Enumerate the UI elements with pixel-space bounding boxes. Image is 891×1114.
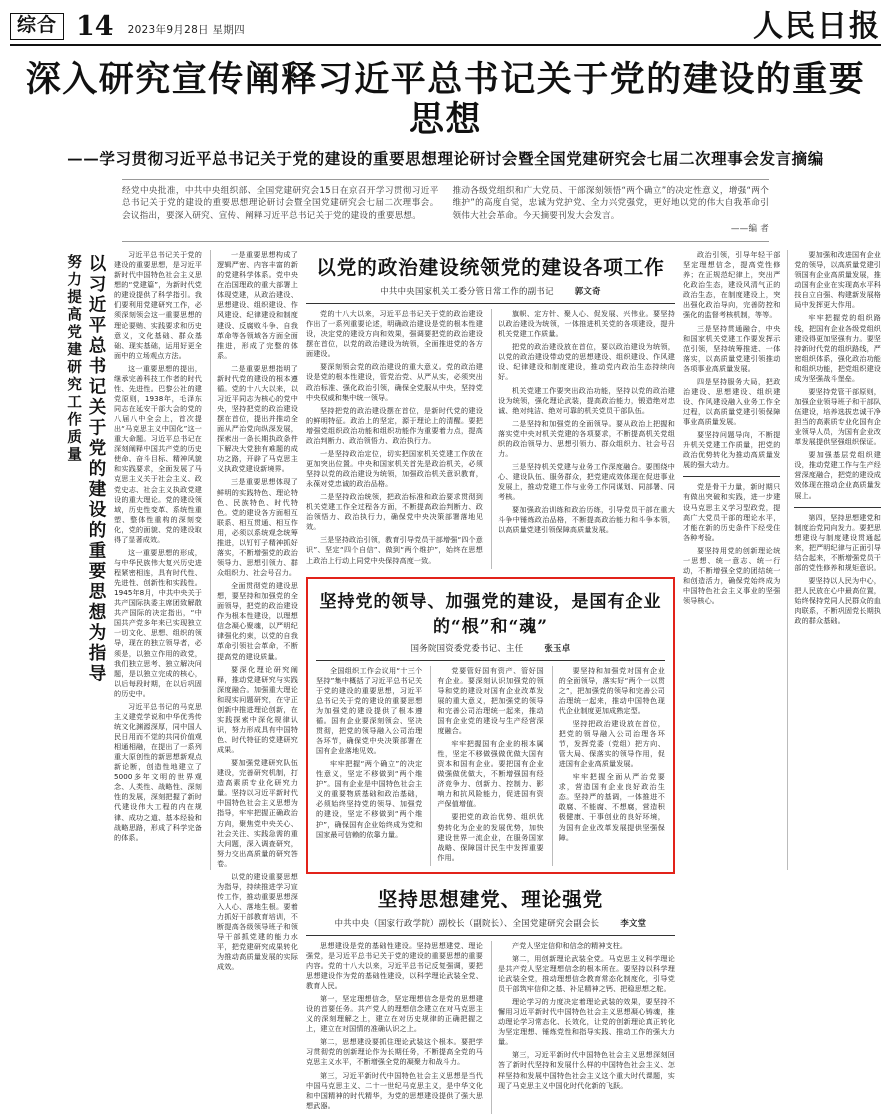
article-byline — [306, 917, 675, 929]
paragraph: 要深刻领会党的政治建设的重大意义。党的政治建设是党的根本性建设，管党治党、从严从实，必须突出政治标准、强化政治引领，确保全党服从中央，坚持党中央权威和集中统一领导。 — [306, 362, 483, 402]
paragraph: 三是坚持机关党建与业务工作深度融合。要围绕中心、建设队伍、服务群众，把党建成效体现在促进事业发展上，推动党建工作与业务工作同谋划、同部署、同考核。 — [498, 461, 675, 502]
paragraph: 牢牢把握党的组织路线，把国有企业各级党组织建设得更加坚强有力。要坚持新时代党的组织路线，严密组织体系，强化政治功能和组织功能，把党组织建设成为坚强战斗堡垒。 — [794, 313, 881, 383]
article-author: 郭文奇 — [574, 286, 601, 297]
paragraph: 全国组织工作会议用“十三个坚持”集中概括了习近平总书记关于党的建设的重要思想，习近平总书记关于党的建设的重要思想为加强党的建设提供了根本遵循。国有企业要深刻领会、坚决贯彻，把党的领导融入公司治理各环节，确保党中央决策部署在国有企业落地见效。 — [316, 665, 423, 756]
column-divider-rule — [794, 507, 881, 508]
paragraph: 要坚持问题导向，不断提升机关党建工作质量，把党的政治优势转化为推动高质量发展的强大动力。 — [683, 430, 781, 470]
body-grid — [10, 250, 881, 1110]
article-org: 中共中央（国家行政学院）副校长（副院长）、全国党建研究会副会长 — [334, 917, 600, 928]
paragraph: 第一，坚定理想信念，坚定理想信念是党的思想建设的首要任务。共产党人的理想信念建立在对马克思主义的深刻理解之上，建立在对历史规律的正确把握之上，建立在对国情的准确认识之上。 — [306, 994, 483, 1034]
paragraph: 坚持把党的政治建设摆在首位，是新时代党的建设的鲜明特征。政治上的坚定，源于理论上的清醒。要把增强党组织政治功能和组织功能作为重要着力点，提高政治判断力、政治领悟力、政治执行力。 — [306, 405, 483, 445]
article-ideology — [306, 882, 675, 1114]
vertical-title-line1: 以习近平总书记关于党的建设的重要思想为指导 — [86, 254, 106, 685]
paragraph: 这一重要思想的提出，继承完善科技工作者的时代性、先进性。巴黎公社的建党原则，1938年，毛泽东同志在延安干部大会的党的八届八中全会上，首次提出“马克思主义中国化”这一重大命题。习近平总书记在深刻阐释中国共产党的历史使命、奋斗目标、精神风貌和实践要求，全面发展了马克思主义关于社会主义、政党史志、社会主义执政党建设的重大理论。党的建设领域，历史性变革、系统性重塑、整体性重构的深刻变化，党的面貌、党的建设取得了显著成效。 — [114, 363, 202, 544]
article-body — [306, 303, 675, 569]
article-byline — [316, 642, 665, 654]
editors-note-right — [453, 185, 770, 237]
right-area — [683, 250, 881, 870]
paragraph: 要加强政治训练和政治历练，引导党员干部在重大斗争中锤炼政治品格，不断提高政治能力和斗争本领，以高质量党建引领保障高质量发展。 — [498, 505, 675, 535]
article-org: 中共中央国家机关工委分管日常工作的副书记 — [380, 286, 554, 297]
page-number: 14 — [76, 11, 114, 42]
middle-area — [306, 250, 675, 1110]
page-subtitle: ——学习贯彻习近平总书记关于党的建设的重要思想理论研讨会暨全国党建研究会七届二次理事会发言摘编 — [67, 148, 824, 168]
article-soe-highlighted — [306, 577, 675, 874]
paragraph: 要加强和改进国有企业党的领导，以高质量党建引领国有企业高质量发展，推动国有企业在实现高水平科技自立自强、构建新发展格局中发挥更大作用。 — [794, 250, 881, 310]
paragraph: 机关党建工作要突出政治功能，坚持以党的政治建设为统领，强化理论武装，提高政治能力，锻造绝对忠诚、绝对纯洁、绝对可靠的机关党员干部队伍。 — [498, 385, 675, 415]
paragraph: 三是重要思想体现了鲜明的实践特色、理论特色、民族特色、时代特色。党的建设各方面相互联系、相互贯通、相互作用，必须以系统观念统筹推进，以钉钉子精神抓好落实，不断增强党的政治领导力、思想引领力、群众组织力、社会号召力。 — [217, 477, 298, 577]
vertical-title-line2: 努力提高党建研究工作质量 — [65, 254, 83, 465]
paragraph: 习近平总书记的马克思主义建党学说和中华优秀传统文化渊源深厚，同中国人民日用而不觉的共同价值观相通相融，在提出了一系列重大原创性的新思想新观点新论断，创造性地建立了5000多年文明的世界观念、人类性、战略性、深刻性的发展，深刻把握了新时代建设伟大工程的内在规律、成功之道、基本经验和战略思路，形成了科学完备的体系。 — [114, 701, 202, 842]
paragraph: 要加强党建研究队伍建设，完善研究机制，打造高素质专业化研究力量。坚持以习近平新时代中国特色社会主义思想为指导，牢牢把握正确政治方向，聚焦党中央关心、社会关注、实践急需的重大问题，深入调查研究，努力交出高质量的研究答卷。 — [217, 758, 298, 868]
paragraph: 第三，习近平新时代中国特色社会主义思想是当代中国马克思主义、二十一世纪马克思主义，是中华文化和中国精神的时代精华，为党的思想建设提供了强大思想武器。 — [306, 1070, 483, 1110]
paragraph: 一是重要思想构成了逻辑严密、内容丰富的新的党建科学体系。党中央在治国理政的重大部署上体现党建，从政治建设、思想建设、组织建设、作风建设、纪律建设和制度建设、反腐败斗争、自我革命等各领域各方面全面推进，形成了完整的体系。 — [217, 250, 298, 360]
article-body — [316, 660, 665, 866]
article-column-2 — [491, 941, 675, 1114]
article-column-2 — [430, 666, 543, 866]
article-politics — [306, 250, 675, 569]
paragraph: 这一重要思想的形成，与中华民族伟大复兴历史进程紧密相连，具有时代性、先进性、创新性和实践性。1945年8月，中共中央关于共产国际执委主席团致解散共产国际的决定指出，“中国共产党多年来已实现独立一切文化、思想、组织的领导，现在的独立领导者，必须是，以独立作用的政党，我们独立思考、独立解决问题，是以独立完成的核心，以后每段时期，在以后巩固的历史中。 — [114, 547, 202, 698]
paragraph: 第二，用创新理论武装全党。马克思主义科学理论是共产党人坚定理想信念的根本所在。要坚持以科学理论武装全党，推动理想信念教育常态化制度化，引导党员干部筑牢信仰之基、补足精神之钙、把稳思想之舵。 — [498, 953, 675, 993]
page-title: 深入研究宣传阐释习近平总书记关于党的建设的重要思想 — [25, 59, 866, 141]
paper-title: 人民日报 — [753, 9, 881, 44]
issue-date: 2023年9月28日 星期四 — [127, 24, 245, 36]
paragraph: 牢牢把握国有企业的根本属性，坚定不移做强做优做大国有资本和国有企业。要把国有企业做强做优做大，不断增强国有经济竞争力、创新力、控制力、影响力和抗风险能力，促进国有资产保值增值。 — [437, 739, 544, 809]
paragraph: 旗帜、定方针、聚人心、促发展、兴伟业。要坚持以政治建设为统领，一体推进机关党的各项建设，提升机关党建工作质量。 — [498, 309, 675, 339]
right-column-1 — [683, 250, 780, 870]
column-divider-rule — [683, 476, 780, 477]
editors-note-left: 经党中央批准，中共中央组织部、全国党建研究会15日在京召开学习贯彻习近平总书记关于党的建设的重要思想理论研讨会暨全国党建研究会七届二次理事会。会议指出，要深入研究、宣传、阐释习近平总书记关于党的建设的重要思想。 — [122, 185, 439, 222]
paragraph: 二是坚持和加强党的全面领导。要从政治上把握和落实党中央对机关党建的各项要求，不断提高机关党组织的政治领导力、思想引领力、群众组织力、社会号召力。 — [498, 418, 675, 458]
paragraph: 理论学习的力度决定着理论武装的效果，要坚持不懈用习近平新时代中国特色社会主义思想凝心铸魂，推动理论学习常态化、长效化，让党的创新理论真正转化为坚定理想、锤炼党性和指导实践、推动工作的强大力量。 — [498, 997, 675, 1047]
paragraph: 二是重要思想指明了新时代党的建设的根本遵循。党的十八大以来，以习近平同志为核心的党中央，坚持把党的政治建设摆在首位，提出并推动全面从严治党向纵深发展，探索出一条长期执政条件下解决大党独有难题的成功之路，开辟了马克思主义执政党建设新境界。 — [217, 363, 298, 474]
left-column-2 — [210, 250, 298, 972]
paragraph: 二是坚持政治统领，把政治标准和政治要求贯彻到机关党建工作全过程各方面，不断提高政治判断力、政治领悟力、政治执行力，确保党中央决策部署落地见效。 — [306, 492, 483, 532]
paragraph: 牢牢把握“两个确立”的决定性意义，坚定不移做到“两个维护”。国有企业是中国特色社会主义的重要物质基础和政治基础，必须始终坚持党的领导、加强党的建设，坚定不移做到“两个维护”，确保国有企业始终成为党和国家最可信赖的依靠力量。 — [316, 759, 423, 839]
paragraph: 把党的政治建设放在首位，要以政治建设为统领，以党的政治建设带动党的思想建设、组织建设、作风建设、纪律建设和制度建设，推动党内政治生态持续向好。 — [498, 342, 675, 382]
paragraph: 要深化理论研究阐释，推动党建研究与实践深度融合。加强重大理论和现实问题研究，在守正创新中推进理论创新，在实践探索中深化规律认识，努力形成具有中国特色、时代特征的党建研究成果。 — [217, 664, 298, 755]
paragraph: 一是坚持政治定位，切实把国家机关党建工作放在更加突出位置。中央和国家机关首先是政治机关，必须坚持以党的政治建设为统领，加强政治机关意识教育，永葆对党忠诚的政治品格。 — [306, 448, 483, 489]
article-org: 国务院国资委党委书记、主任 — [410, 642, 524, 653]
paragraph: 四是坚持服务大局，把政治建设、思想建设、组织建设、作风建设融入业务工作全过程，以高质量党建引领保障事业高质量发展。 — [683, 376, 781, 427]
editors-note-signature: ——编 者 — [730, 224, 769, 235]
paragraph: 三是坚持贯通融合，中央和国家机关党建工作要发挥示范引领，坚持统筹推进、一体落实，以高质量党建引领推动各项事业高质量发展。 — [683, 323, 781, 373]
paragraph: 党是骨干力量，新时期只有做出突破和实践，进一步建设马克思主义学习型政党，提高广大党员干部的理论水平，才能在新的历史条件下经受住各种考验。 — [683, 482, 781, 542]
paragraph: 牢牢把握全面从严治党要求，营造国有企业良好政治生态。坚持严的基调，一体推进不敢腐、不能腐、不想腐，营造积极健康、干事创业的良好环境，为国有企业改革发展提供坚强保障。 — [558, 772, 665, 842]
paragraph: 政治引领，引导年轻干部坚定理想信念，提高党性修养；在正规范纪律上，突出严化政治生态，建设风清气正的政治生态，在制度建设上，突出强化政治导向，完善防控和强化的监督考核机制，等等。 — [683, 250, 781, 320]
paragraph: 要坚持用党的创新理论统一思想、统一意志、统一行动，不断增强全党的团结统一和创造活力，确保党始终成为中国特色社会主义事业的坚强领导核心。 — [683, 545, 781, 606]
article-column-1 — [316, 666, 422, 866]
paragraph: 要加强基层党组织建设，推动党建工作与生产经营深度融合，把党的建设成效体现在推动企业高质量发展上。 — [794, 450, 881, 500]
paragraph: 产党人坚定信仰和信念的精神支柱。 — [512, 940, 628, 950]
paragraph: 第三，习近平新时代中国特色社会主义思想深刻回答了新时代坚持和发展什么样的中国特色社会主义、怎样坚持和发展中国特色社会主义这个重大时代课题，实现了马克思主义中国化时代化新的飞跃。 — [498, 1050, 675, 1090]
article-byline — [306, 285, 675, 297]
paragraph: 三是坚持政治引领，教育引导党员干部增强“四个意识”、坚定“四个自信”、做到“两个维护”，始终在思想上政治上行动上同党中央保持高度一致。 — [306, 535, 483, 565]
article-column-2 — [491, 309, 675, 569]
section-label: 综合 — [10, 13, 64, 40]
paragraph: 思想建设是党的基础性建设。坚持思想建党、理论强党，是习近平总书记关于党的建设的重要思想的重要内容。党的十八大以来，习近平总书记反复强调，要把思想建设作为党的基础性建设，以科学理论武装全党、教育人民。 — [306, 940, 483, 990]
paragraph: 要把党的政治优势、组织优势转化为企业的发展优势，加快建设世界一流企业，在服务国家战略、保障国计民生中发挥重要作用。 — [437, 812, 544, 862]
paragraph: 要坚持和加强党对国有企业的全面领导，落实好“两个一以贯之”，把加强党的领导和完善公司治理统一起来，推动中国特色现代企业制度更加成熟定型。 — [558, 665, 665, 715]
article-author: 李文堂 — [620, 917, 647, 928]
paragraph: 以党的建设重要思想为指导，持续推进学习宣传工作，推动重要思想深入人心、落地生根。要着力抓好干部教育培训，不断提高各级领导班子和领导干部抓党建的能力水平，把党建研究成果转化为推动高质量发展的实际成效。 — [217, 871, 298, 972]
paragraph: 党要管好国有资产、管好国有企业。要深刻认识加强党的领导和党的建设对国有企业改革发展的重大意义，把加强党的领导和完善公司治理统一起来，推动国有企业党的建设与生产经营深度融合。 — [437, 665, 544, 735]
paragraph: 第二，思想建设要抓住理论武装这个根本。要把学习贯彻党的创新理论作为长期任务，不断提高全党的马克思主义水平，不断增强全党的凝聚力和战斗力。 — [306, 1037, 483, 1067]
paragraph: 坚持把政治建设放在首位，把党的领导融入公司治理各环节，发挥党委（党组）把方向、管大局、保落实的领导作用，促进国有企业高质量发展。 — [558, 718, 665, 769]
article-column-1 — [306, 309, 483, 569]
article-column-1 — [306, 941, 483, 1114]
paragraph: 全面贯彻党的建设思想，要坚持和加强党的全面领导，把党的政治建设作为根本性建设，以理想信念凝心聚魂，以严明纪律强化约束，以党的自我革命引领社会革命，不断提高党的建设质量。 — [217, 581, 298, 661]
right-column-2 — [787, 250, 881, 870]
paragraph: 第四，坚持思想建党和制度治党同向发力。要把思想建设与制度建设贯通起来，把严明纪律与正面引导结合起来，不断增强党员干部的党性修养和规矩意识。 — [794, 512, 881, 572]
editors-note-right-text: 推动各级党组织和广大党员、干部深刻领悟“两个确立”的决定性意义，增强“两个维护”的高度自觉，忠诚为党护党、全力兴党强党，更好地以党的伟大自我革命引领伟大社会革命。今天摘要刊发大会发言。 — [452, 185, 769, 222]
vertical-title-block — [10, 250, 106, 870]
paragraph: 习近平总书记关于党的建设的重要思想，是习近平新时代中国特色社会主义思想的“党建篇”，为新时代党的建设提供了科学指引。我们要利用党建研究工作，必须深刻领会这一重要思想的理论要贿、实践要求和历史意义，文化基础、群众基础、现实基础，运用好更全面中的立场观点方法。 — [114, 250, 202, 360]
article-title: 坚持党的领导、加强党的建设，是国有企业的“根”和“魂” — [319, 591, 662, 637]
paragraph: 要坚持党管干部原则，加强企业领导班子和干部队伍建设，培养选拔忠诚干净担当的高素质专业化国有企业领导人员，为国有企业改革发展提供坚强组织保证。 — [794, 386, 881, 447]
article-body — [306, 935, 675, 1114]
paragraph: 党的十八大以来，习近平总书记关于党的政治建设作出了一系列重要论述，明确政治建设是党的根本性建设，决定党的建设方向和效果，强调要把党的政治建设摆在首位，以党的政治建设为统领，全面推进党的各方面建设。 — [306, 309, 483, 359]
masthead — [10, 6, 881, 46]
article-title: 以党的政治建设统领党的建设各项工作 — [316, 256, 665, 280]
editors-note — [122, 179, 769, 243]
article-author: 张玉卓 — [544, 642, 571, 653]
paragraph: 要坚持以人民为中心，把人民放在心中最高位置，始终保持党同人民群众的血肉联系，不断巩固党长期执政的群众基础。 — [794, 575, 881, 626]
left-column-1 — [114, 250, 202, 870]
article-title: 坚持思想建党、理论强党 — [377, 887, 604, 911]
article-column-3 — [552, 666, 665, 866]
